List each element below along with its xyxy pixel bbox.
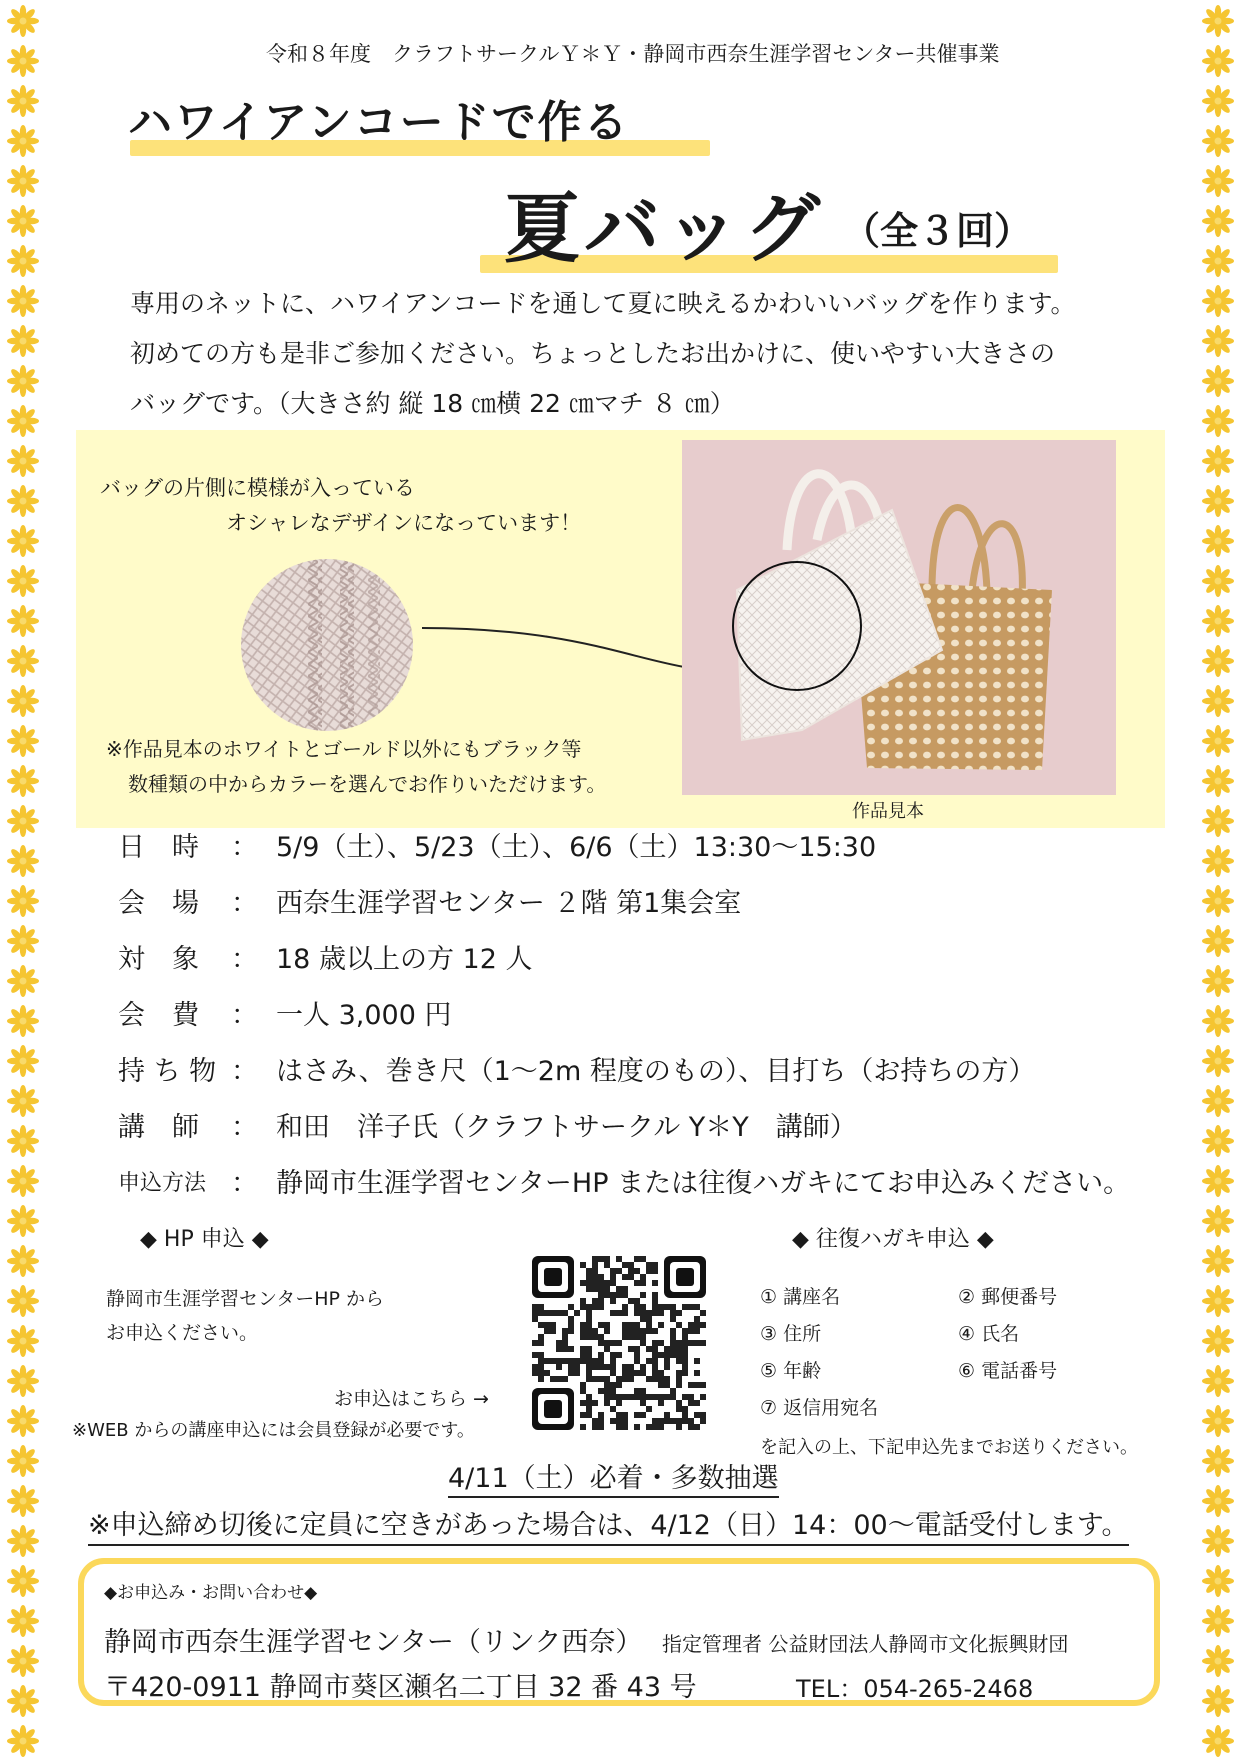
- flower-icon: [1201, 804, 1235, 838]
- postcard-item: ⑥ 電話番号: [958, 1360, 1058, 1382]
- flower-icon: [6, 524, 40, 558]
- contact-heading: ◆お申込み・お問い合わせ◆: [104, 1583, 318, 1603]
- flower-icon: [1201, 1684, 1235, 1718]
- flower-icon: [6, 1484, 40, 1518]
- flower-icon: [1201, 684, 1235, 718]
- flower-icon: [1201, 1044, 1235, 1078]
- flower-icon: [1201, 1084, 1235, 1118]
- contact-manager: 指定管理者 公益財団法人静岡市文化振興財団: [662, 1632, 1069, 1656]
- detail-colon: ：: [231, 1000, 258, 1031]
- flower-icon: [1201, 204, 1235, 238]
- postcard-footer: を記入の上、下記申込先までお送りください。: [760, 1437, 1138, 1458]
- flower-icon: [6, 804, 40, 838]
- flower-icon: [6, 1684, 40, 1718]
- flower-icon: [6, 1404, 40, 1438]
- flower-icon: [6, 1644, 40, 1678]
- flower-icon: [1201, 444, 1235, 478]
- flower-icon: [6, 1204, 40, 1238]
- detail-label: 講 師: [118, 1112, 199, 1143]
- contact-address: 〒420-0911 静岡市葵区瀬名二丁目 32 番 43 号: [104, 1672, 697, 1703]
- flower-icon: [6, 44, 40, 78]
- postcard-item: ⑤ 年齢: [760, 1360, 822, 1382]
- detail-value: 18 歳以上の方 12 人: [276, 944, 533, 975]
- flower-icon: [1201, 404, 1235, 438]
- intro-line1: 専用のネットに、ハワイアンコードを通して夏に映えるかわいいバッグを作ります。: [130, 289, 1076, 318]
- flower-icon: [1201, 124, 1235, 158]
- detail-value: 和田 洋子氏（クラフトサークル Y＊Y 講師）: [276, 1112, 857, 1143]
- intro-line2: 初めての方も是非ご参加ください。ちょっとしたお出かけに、使いやすい大きさの: [130, 339, 1056, 368]
- flower-icon: [1201, 1564, 1235, 1598]
- flower-icon: [1201, 644, 1235, 678]
- flower-icon: [1201, 4, 1235, 38]
- flower-icon: [1201, 724, 1235, 758]
- left-flower-border: [0, 0, 46, 1755]
- flower-icon: [6, 84, 40, 118]
- pattern-closeup-image: [238, 556, 416, 734]
- flower-icon: [1201, 1124, 1235, 1158]
- flower-icon: [1201, 1524, 1235, 1558]
- flower-icon: [6, 1164, 40, 1198]
- flower-icon: [1201, 1244, 1235, 1278]
- flower-icon: [6, 564, 40, 598]
- flower-icon: [1201, 1324, 1235, 1358]
- flower-icon: [6, 1604, 40, 1638]
- hp-text-line2: お申込ください。: [106, 1322, 259, 1344]
- detail-value: 一人 3,000 円: [276, 1000, 452, 1031]
- flower-icon: [6, 204, 40, 238]
- flower-icon: [1201, 524, 1235, 558]
- flower-icon: [6, 4, 40, 38]
- flower-icon: [1201, 1204, 1235, 1238]
- flower-icon: [1201, 484, 1235, 518]
- flower-icon: [1201, 844, 1235, 878]
- flower-icon: [6, 604, 40, 638]
- flower-icon: [6, 1724, 40, 1758]
- detail-label: 会 場: [118, 888, 199, 919]
- flower-icon: [6, 284, 40, 318]
- flower-icon: [6, 1284, 40, 1318]
- flower-icon: [6, 1124, 40, 1158]
- flower-icon: [1201, 1724, 1235, 1758]
- detail-label: 日 時: [118, 832, 199, 863]
- flower-icon: [6, 1084, 40, 1118]
- hp-heading: ◆ HP 申込 ◆: [140, 1227, 269, 1252]
- flower-icon: [1201, 1364, 1235, 1398]
- detail-colon: ：: [231, 888, 258, 919]
- flower-icon: [1201, 964, 1235, 998]
- flower-icon: [1201, 244, 1235, 278]
- flower-icon: [6, 964, 40, 998]
- detail-label: 対 象: [118, 944, 199, 975]
- detail-colon: ：: [231, 832, 258, 863]
- feature-note-line1: バッグの片側に模様が入っている: [100, 476, 415, 500]
- detail-label: 申込方法: [118, 1171, 207, 1196]
- flower-icon: [6, 764, 40, 798]
- right-flower-border: [1195, 0, 1241, 1755]
- postcard-heading: ◆ 往復ハガキ申込 ◆: [792, 1227, 994, 1252]
- detail-value: 5/9（土）、5/23（土）、6/6（土）13:30～15:30: [276, 832, 877, 863]
- detail-label: 持 ち 物: [118, 1056, 217, 1087]
- flower-icon: [1201, 1164, 1235, 1198]
- detail-colon: ：: [231, 944, 258, 975]
- flower-icon: [6, 324, 40, 358]
- flower-icon: [6, 924, 40, 958]
- flower-icon: [1201, 164, 1235, 198]
- flower-icon: [1201, 44, 1235, 78]
- qr-code[interactable]: [532, 1256, 706, 1430]
- title-line2: 夏バッグ: [504, 184, 824, 273]
- detail-colon: ：: [231, 1112, 258, 1143]
- flower-icon: [6, 1324, 40, 1358]
- detail-colon: ：: [231, 1056, 258, 1087]
- flower-icon: [6, 244, 40, 278]
- contact-tel[interactable]: TEL：054-265-2468: [796, 1675, 1034, 1703]
- event-subtitle: 令和８年度 クラフトサークルＹ＊Ｙ・静岡市西奈生涯学習センター共催事業: [266, 42, 1000, 66]
- flower-icon: [1201, 324, 1235, 358]
- flower-icon: [1201, 1004, 1235, 1038]
- vacancy-note: ※申込締め切後に定員に空きがあった場合は、4/12（日）14：00～電話受付します。: [88, 1508, 1129, 1546]
- flower-icon: [1201, 924, 1235, 958]
- flower-icon: [1201, 364, 1235, 398]
- hp-link-text[interactable]: お申込はこちら →: [334, 1388, 489, 1410]
- title-session-count: （全３回）: [842, 209, 1033, 253]
- color-note-line1: ※作品見本のホワイトとゴールド以外にもブラック等: [106, 737, 582, 761]
- detail-value: 西奈生涯学習センター ２階 第1集会室: [276, 888, 742, 919]
- flower-icon: [1201, 284, 1235, 318]
- contact-org: 静岡市西奈生涯学習センター（リンク西奈）: [104, 1627, 643, 1658]
- flower-icon: [6, 404, 40, 438]
- sample-bag-photo: [682, 440, 1116, 795]
- detail-colon: ：: [231, 1168, 258, 1199]
- hp-note: ※WEB からの講座申込には会員登録が必要です。: [72, 1420, 475, 1441]
- photo-caption: 作品見本: [852, 801, 924, 822]
- flower-icon: [1201, 604, 1235, 638]
- title-line1: ハワイアンコードで作る: [128, 97, 630, 148]
- flower-icon: [1201, 84, 1235, 118]
- flower-icon: [6, 1364, 40, 1398]
- flower-icon: [6, 364, 40, 398]
- flower-icon: [6, 1564, 40, 1598]
- flower-icon: [1201, 1604, 1235, 1638]
- flower-icon: [6, 684, 40, 718]
- flower-icon: [1201, 1284, 1235, 1318]
- flower-icon: [6, 484, 40, 518]
- feature-note-line2: オシャレなデザインになっています！: [226, 511, 582, 535]
- detail-value: はさみ、巻き尺（1～2m 程度のもの）、目打ち（お持ちの方）: [276, 1056, 1036, 1087]
- postcard-item: ② 郵便番号: [958, 1286, 1058, 1308]
- flower-icon: [6, 1044, 40, 1078]
- flower-icon: [6, 644, 40, 678]
- flower-icon: [6, 1244, 40, 1278]
- flower-icon: [6, 1444, 40, 1478]
- deadline: 4/11（土）必着・多数抽選: [448, 1462, 779, 1498]
- flower-icon: [6, 1004, 40, 1038]
- detail-label: 会 費: [118, 1000, 199, 1031]
- flower-icon: [1201, 564, 1235, 598]
- flower-icon: [6, 724, 40, 758]
- flower-icon: [6, 884, 40, 918]
- detail-value: 静岡市生涯学習センターHP または往復ハガキにてお申込みください。: [276, 1168, 1131, 1199]
- postcard-item: ③ 住所: [760, 1323, 822, 1345]
- color-note-line2: 数種類の中からカラーを選んでお作りいただけます。: [128, 772, 607, 796]
- flower-icon: [6, 444, 40, 478]
- flower-icon: [6, 1524, 40, 1558]
- flower-icon: [6, 124, 40, 158]
- flower-icon: [6, 164, 40, 198]
- intro-line3: バッグです。（大きさ約 縦 18 ㎝横 22 ㎝マチ ８ ㎝）: [130, 389, 735, 418]
- flower-icon: [6, 844, 40, 878]
- hp-text-line1: 静岡市生涯学習センターHP から: [106, 1288, 385, 1310]
- postcard-item: ④ 氏名: [958, 1323, 1020, 1345]
- flower-icon: [1201, 1484, 1235, 1518]
- postcard-item: ⑦ 返信用宛名: [760, 1397, 879, 1419]
- postcard-item: ① 講座名: [760, 1286, 841, 1308]
- flower-icon: [1201, 884, 1235, 918]
- flower-icon: [1201, 1444, 1235, 1478]
- flower-icon: [1201, 1644, 1235, 1678]
- flower-icon: [1201, 1404, 1235, 1438]
- flower-icon: [1201, 764, 1235, 798]
